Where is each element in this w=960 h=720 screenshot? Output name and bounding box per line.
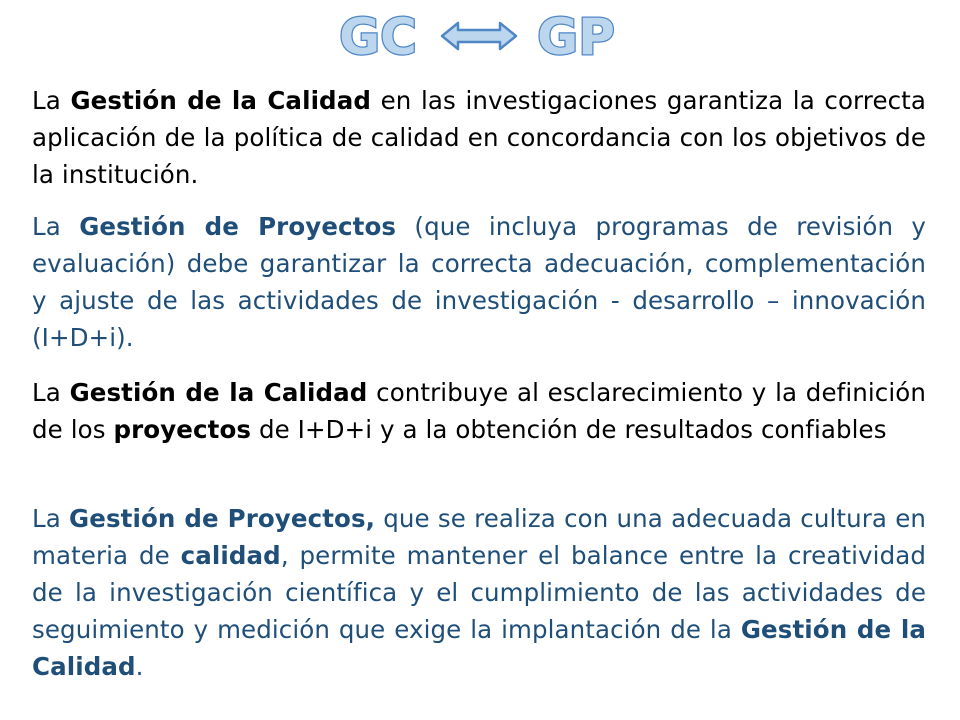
term-calidad: calidad — [180, 541, 281, 570]
term-gestion-calidad: Gestión de la Calidad — [69, 378, 368, 407]
title-graphic — [330, 4, 630, 66]
term-proyectos: proyectos — [113, 415, 252, 444]
paragraph-project-management: La Gestión de Proyectos (que incluya programas de revisión y evaluación) debe garantizar la correcta adecuación, complementación y ajuste de las actividades de investigación - desarrollo – innovación (I+D+i). — [32, 212, 926, 352]
term-gestion-proyectos: Gestión de Proyectos — [79, 212, 397, 241]
term-gestion-calidad: Gestión de la Calidad — [70, 86, 371, 115]
slide-title — [0, 4, 960, 66]
paragraph-quality-management: La Gestión de la Calidad en las investigaciones garantiza la correcta aplicación de la política de calidad en concordancia con los objetivos de la institución. — [32, 86, 927, 189]
title-gp: GP — [537, 8, 615, 66]
paragraph-project-culture: La Gestión de Proyectos, que se realiza con una adecuada cultura en materia de calidad, permite mantener el balance entre la creatividad de la investigación científica y el cumplimiento de las actividades de seguimiento y medición que exige la implantación de la Gestión de la Calidad. — [32, 504, 926, 681]
double-arrow-icon — [442, 23, 516, 49]
term-gestion-calidad: Gestión de la Calidad — [32, 615, 926, 681]
term-gestion-proyectos: Gestión de Proyectos, — [69, 504, 376, 533]
title-gc: GC — [339, 8, 417, 66]
paragraph-quality-contribution: La Gestión de la Calidad contribuye al esclarecimiento y la definición de los proyectos de I+D+i y a la obtención de resultados confiables — [32, 378, 926, 444]
